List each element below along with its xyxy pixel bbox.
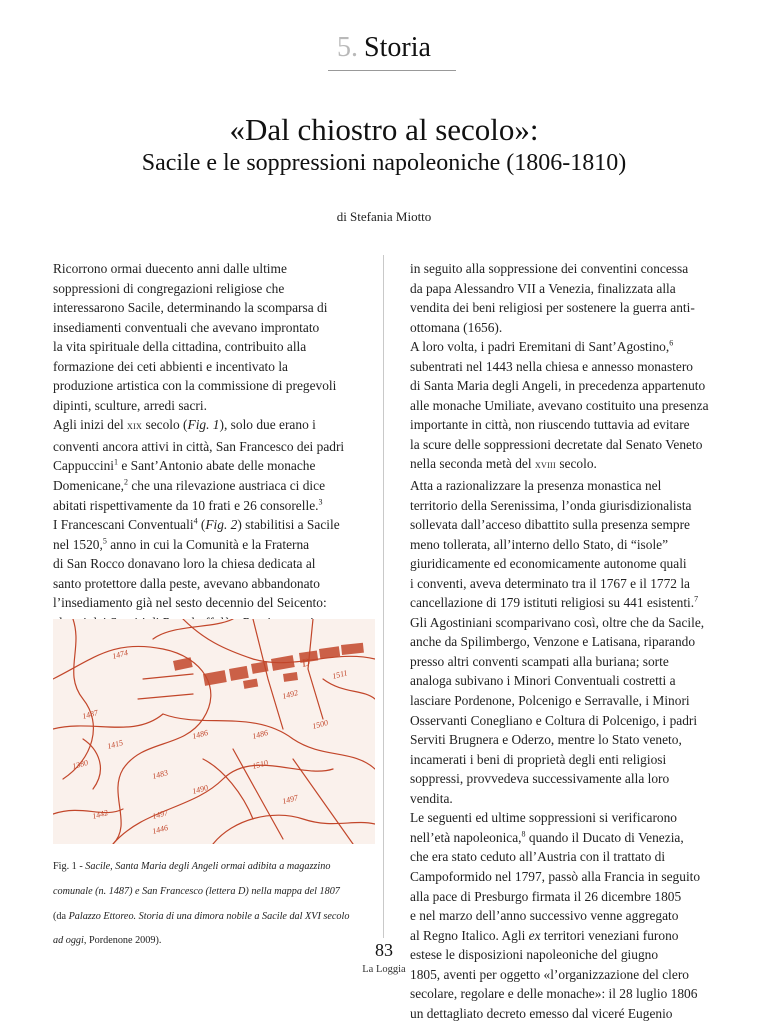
map-building-block xyxy=(283,672,298,682)
map-parcel-number: 1446 xyxy=(151,823,169,836)
century-numeral: xix xyxy=(127,420,143,433)
map-boundary-line xyxy=(183,619,375,663)
text-line: l’insediamento già nel sesto decennio del Seicento: xyxy=(53,595,327,611)
map-parcel-number: 1497 xyxy=(281,793,299,806)
map-parcel-number: 1487 xyxy=(81,708,99,721)
text-line: produzione artistica con la commissione di pregevoli xyxy=(53,378,337,394)
historic-map-figure xyxy=(53,619,375,844)
map-boundary-line xyxy=(293,759,353,844)
map-parcel-number: 1492 xyxy=(281,688,299,701)
text-line: un dettagliato decreto emesso dal viceré Eugenio xyxy=(410,1005,673,1021)
text-line: la scure delle soppressioni decretate dal Senato Veneto xyxy=(410,436,703,452)
map-building-block xyxy=(173,657,193,671)
caption-line: (da Palazzo Ettoreo. Storia di una dimora nobile a Sacile dal XVI secolo xyxy=(53,910,350,922)
text-line: secolare, regolare e delle monache»: il 28 luglio 1806 xyxy=(410,986,698,1002)
map-parcel-number: 1511 xyxy=(331,668,349,681)
map-parcel-number: 1500 xyxy=(311,718,329,731)
text-line: incamerati i beni di proprietà degli enti religiosi xyxy=(410,751,667,767)
text-line: ottomana (1656). xyxy=(410,319,503,335)
footnote-ref: 2 xyxy=(124,477,129,487)
page-number: 83 xyxy=(375,940,393,960)
map-boundary-line xyxy=(53,809,123,814)
text-line: interessarono Sacile, determinando la scomparsa di xyxy=(53,300,328,316)
text-line: anche da Spilimbergo, Venzone e Latisana, riparando xyxy=(410,634,696,650)
map-drawing xyxy=(53,619,375,844)
text-line: Serviti Brugnera e Oderzo, mentre lo Stato veneto, xyxy=(410,732,682,748)
italic-text: ex xyxy=(528,927,541,943)
right-column-text xyxy=(410,259,715,1023)
text-line: meno tollerata, all’interno dello Stato, di “isole” xyxy=(410,536,669,552)
text-line: conventi ancora attivi in città, San Francesco dei padri xyxy=(53,438,345,454)
map-boundary-line xyxy=(53,646,211,844)
text-line: da papa Alessandro VII a Venezia, finalizzata alla xyxy=(410,280,676,296)
footnote-ref: 6 xyxy=(669,338,674,348)
map-parcel-number: 1497 xyxy=(151,808,169,821)
text-line: i conventi, aveva determinato tra il 1767 e il 1772 la xyxy=(410,575,691,591)
article-title: «Dal chiostro al secolo»: xyxy=(229,112,539,147)
text-line: Le seguenti ed ultime soppressioni si verificarono xyxy=(410,810,678,826)
map-parcel-number: 1486 xyxy=(191,728,209,741)
journal-name: La Loggia xyxy=(362,964,406,975)
map-building-block xyxy=(203,670,227,686)
map-parcel-number: 1474 xyxy=(111,648,129,661)
footnote-ref: 3 xyxy=(318,497,323,507)
map-boundary-line xyxy=(113,765,333,844)
text-line: santo protettore dalla peste, avevano abbandonato xyxy=(53,575,320,591)
section-header xyxy=(0,32,768,64)
map-parcel-number: D xyxy=(300,656,312,670)
map-parcel-number: 1486 xyxy=(251,728,269,741)
text-line: subentrati nel 1443 nella chiesa e annesso monastero xyxy=(410,358,693,374)
map-building-block xyxy=(341,643,364,655)
footnote-ref: 7 xyxy=(694,594,699,604)
caption-line: ad oggi, Pordenone 2009). xyxy=(53,935,162,947)
map-boundary-line xyxy=(253,619,283,729)
article-subtitle: Sacile e le soppressioni napoleoniche (1806-1810) xyxy=(141,150,627,176)
text-line: dipinti, sculture, arredi sacri. xyxy=(53,397,207,413)
text-line: soppressi, provvedeva successivamente alla loro vendita. xyxy=(410,771,670,806)
text-line: Campoformido nel 1797, passò alla Francia in seguito xyxy=(410,868,701,884)
text-line: giuridicamente ed economicamente autonome quali xyxy=(410,556,687,572)
text-line: Atta a razionalizzare la presenza monastica nel xyxy=(410,478,662,494)
map-boundary-line xyxy=(143,674,193,679)
italic-text: Fig. 1 xyxy=(187,417,220,433)
text-line: Domenicane,$^2$ che una rilevazione austriaca ci dice xyxy=(53,477,326,494)
footnote-ref: 8 xyxy=(521,829,526,839)
text-line: lasciare Pordenone, Polcenigo e Serravalle, i Minori xyxy=(410,693,690,709)
footnote-ref: 4 xyxy=(193,516,198,526)
text-line: Ricorrono ormai duecento anni dalle ultime xyxy=(53,261,287,276)
author-byline: di Stefania Miotto xyxy=(336,209,432,224)
text-line: vendita dei beni religiosi per sostenere la guerra anti- xyxy=(410,300,695,316)
text-line: di San Rocco donavano loro la chiesa dedicata al xyxy=(53,556,316,572)
map-parcel-number: 1490 xyxy=(191,783,209,796)
map-boundary-line xyxy=(138,694,193,699)
section-title: Storia xyxy=(364,32,431,63)
text-line: formazione dei ceti abbienti e incentivato la xyxy=(53,358,288,374)
text-line: A loro volta, i padri Eremitani di Sant’Agostino,$^6$ xyxy=(410,338,674,355)
map-boundary-line xyxy=(308,619,323,719)
text-line: analoga subivano i Minori Conventuali costretti a xyxy=(410,673,676,689)
text-line: presso altri conventi scampati alla buriana; sorte xyxy=(410,653,669,669)
italic-text: Palazzo Ettoreo. Storia di una dimora nobile a Sacile dal XVI secolo xyxy=(68,910,350,922)
section-number: 5. xyxy=(337,32,359,63)
caption-line xyxy=(53,885,373,900)
map-boundary-line xyxy=(163,714,375,769)
italic-text: comunale (n. 1487) e San Francesco (lettera D) nella mappa del 1807 xyxy=(53,885,340,897)
footnote-ref: 5 xyxy=(102,536,107,546)
text-line: e nel marzo dell’anno successivo venne aggregato xyxy=(410,908,679,924)
text-line: la vita spirituale della cittadina, contribuito alla xyxy=(53,339,307,355)
text-line: nel 1520,$^5$ anno in cui la Comunità e la Fraterna xyxy=(53,536,310,552)
map-parcel-number: 1510 xyxy=(251,758,269,771)
map-boundary-line xyxy=(323,679,375,699)
header-underline xyxy=(328,70,456,71)
text-line: 1805, aventi per oggetto «l’organizzazione del clero xyxy=(410,966,689,982)
text-line: alla pace di Presburgo firmata il 26 dicembre 1805 xyxy=(410,888,682,904)
text-line: nella seconda metà del xviii secolo. xyxy=(410,456,597,472)
text-line: abitati rispettivamente da 10 frati e 26 consorelle.$^3$ xyxy=(53,497,323,513)
text-line: che era stato ceduto all’Austria con il trattato di xyxy=(410,849,666,865)
italic-text: Sacile, Santa Maria degli Angeli ormai adibita a magazzino xyxy=(85,861,331,873)
text-line: alle monache Umiliate, avevano costituito una presenza xyxy=(410,397,709,413)
map-parcel-number: 1380 xyxy=(71,758,89,771)
map-boundary-line xyxy=(153,619,233,639)
footnote-ref: 1 xyxy=(113,458,118,467)
text-line: soppressioni di congregazioni religiose che xyxy=(53,280,285,296)
map-building-block xyxy=(243,679,258,689)
text-line: Cappuccini$^1$ e Sant’Antonio abate delle monache xyxy=(53,458,316,474)
italic-text: Fig. 2 xyxy=(205,517,238,533)
text-line: cancellazione di 179 istituti religiosi su 441 esistenti.$^7$ xyxy=(410,594,699,611)
map-building-block xyxy=(271,655,295,671)
text-line: I Francescani Conventuali$^4$ (Fig. 2) stabilitisi a Sacile xyxy=(53,516,340,533)
text-line: sollevata dall’acceso dibattito sulla presenza sempre xyxy=(410,517,690,533)
text-line: di Santa Maria degli Angeli, in precedenza appartenuto xyxy=(410,378,706,394)
map-parcel-number: 1442 xyxy=(91,808,109,821)
text-line: territorio della Serenissima, l’onda giurisdizionalista xyxy=(410,497,692,513)
italic-text: ad oggi xyxy=(53,935,84,947)
text-line: estese le disposizioni napoleoniche del giugno xyxy=(410,947,659,963)
map-boundary-line xyxy=(63,619,93,779)
text-line: al Regno Italico. Agli ex territori veneziani furono xyxy=(410,927,679,943)
century-numeral: xviii xyxy=(534,459,556,472)
text-line: nell’età napoleonica,$^8$ quando il Ducato di Venezia, xyxy=(410,829,684,845)
caption-line: Fig. 1 - Sacile, Santa Maria degli Angeli ormai adibita a magazzino xyxy=(53,861,331,873)
text-line: importante in città, non riuscendo tuttavia ad evitare xyxy=(410,417,690,433)
map-boundary-line xyxy=(213,815,375,844)
map-parcel-number: 1483 xyxy=(151,768,169,781)
text-line: Osservanti Conegliano e Coltura di Polcenigo, i padri xyxy=(410,712,698,728)
column-divider xyxy=(383,255,384,938)
text-line: insediamenti conventuali che avevano improntato xyxy=(53,319,320,335)
text-line: in seguito alla soppressione dei conventini concessa xyxy=(410,261,689,276)
text-line: Gli Agostiniani scomparivano così, oltre che da Sacile, xyxy=(410,614,705,630)
left-column-text xyxy=(53,259,373,652)
text-line: Agli inizi del xix secolo (Fig. 1), solo due erano i xyxy=(53,417,316,433)
map-parcel-number: 1415 xyxy=(106,738,124,751)
map-boundary-line xyxy=(53,714,163,729)
map-building-block xyxy=(229,666,249,681)
